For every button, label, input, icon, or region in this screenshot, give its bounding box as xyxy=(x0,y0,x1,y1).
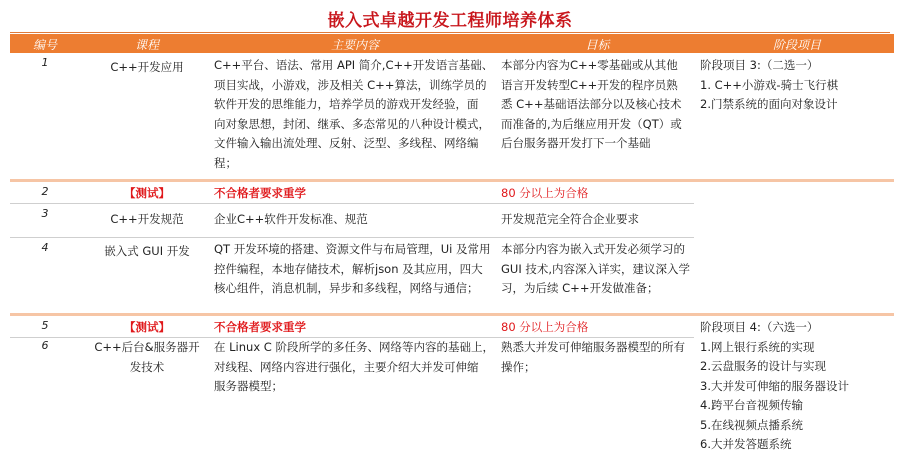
row-5-course: 【测试】 xyxy=(124,320,170,334)
stage-project-3: 阶段项目 3:（二选一） 1. C++小游戏-骑士飞行棋 2.门禁系统的面向对象设计 xyxy=(700,58,839,111)
row-2-goal: 80 分以上为合格 xyxy=(501,186,589,200)
row-3-num: 3 xyxy=(41,207,49,220)
title-divider xyxy=(10,32,890,33)
row-1-course: C++开发应用 xyxy=(110,60,184,74)
row-2-content: 不合格者要求重学 xyxy=(214,186,306,200)
row-6-content: 在 Linux C 阶段所学的多任务、网络等内容的基础上， 对线程、网络内容进行强化，主要介绍大并发可伸缩 服务器模型； xyxy=(214,340,494,393)
header-stage: 阶段项目 xyxy=(772,38,821,52)
row-6-num: 6 xyxy=(41,339,49,352)
header-num: 编号 xyxy=(32,38,57,52)
row-6-course: C++后台&服务器开 发技术 xyxy=(94,340,200,374)
stage-project-4: 阶段项目 4:（六选一） 1.网上银行系统的实现 2.云盘服务的设计与实现 3.大并发可伸缩的服务器设计 4.跨平台音视频传输 5.在线视频点播系统 6.大并发答题系统 xyxy=(700,320,849,451)
row-1-goal: 本部分内容为C++零基础或从其他 语言开发转型C++开发的程序员熟 悉 C++基础语法部分以及核心技术 而准备的,为后继应用开发（QT）或 后台服务器开发打下一个基础 xyxy=(501,58,682,150)
row-2-num: 2 xyxy=(41,185,49,198)
table-header xyxy=(10,34,894,53)
row-3-course: C++开发规范 xyxy=(110,212,184,226)
row-5-num: 5 xyxy=(41,319,49,332)
row-separator xyxy=(10,179,894,182)
row-6-goal: 熟悉大并发可伸缩服务器模型的所有 操作； xyxy=(501,340,685,374)
row-4-course: 嵌入式 GUI 开发 xyxy=(104,244,190,258)
row-4-content: QT 开发环境的搭建、资源文件与布局管理，Ui 及常用 控件编程，本地存储技术，解析json 及其应用，四大 核心组件，消息机制，异步和多线程，网络与通信； xyxy=(214,242,491,295)
row-2-course: 【测试】 xyxy=(124,186,170,200)
row-divider xyxy=(10,203,694,204)
row-1-content: C++平台、语法、常用 API 简介,C++开发语言基础、 项目实战，小游戏，涉及相关 C++算法，训练学员的 软件开发的思维能力，培养学员的游戏开发经验，面 向对象思想，封闭、继承、多态常见的八种设计模式， 文件输入输出流处理、反射、泛型、多线程、网络编 程； xyxy=(214,58,494,170)
row-3-content: 企业C++软件开发标准、规范 xyxy=(214,212,368,226)
header-content: 主要内容 xyxy=(330,38,379,52)
row-4-goal: 本部分内容为嵌入式开发必须学习的 GUI 技术,内容深入详实，建议深入学 习，为后续 C++开发做准备； xyxy=(501,242,691,295)
row-5-goal: 80 分以上为合格 xyxy=(501,320,589,334)
row-4-num: 4 xyxy=(41,241,49,254)
header-course: 课程 xyxy=(134,38,159,52)
row-divider xyxy=(10,237,694,238)
header-goal: 目标 xyxy=(585,38,610,52)
row-5-content: 不合格者要求重学 xyxy=(214,320,306,334)
row-3-goal: 开发规范完全符合企业要求 xyxy=(501,212,639,226)
page-title: 嵌入式卓越开发工程师培养体系 xyxy=(327,11,573,31)
row-1-num: 1 xyxy=(41,56,49,69)
row-separator xyxy=(10,313,894,316)
